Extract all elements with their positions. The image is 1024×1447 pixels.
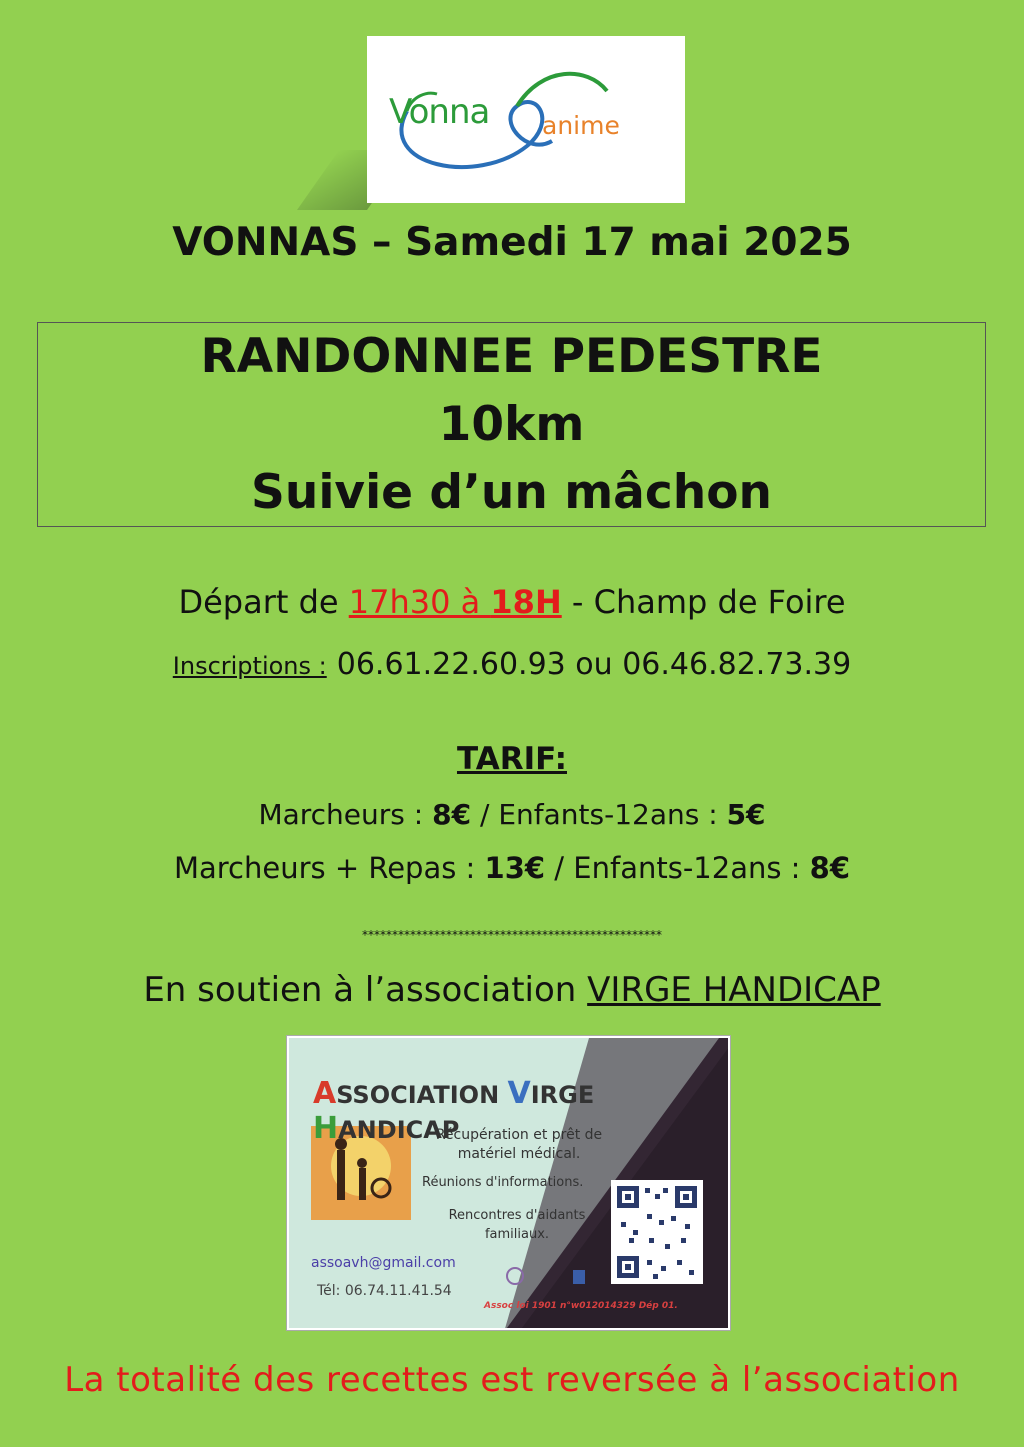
inscriptions-phones: 06.61.22.60.93 ou 06.46.82.73.39 [336, 647, 852, 682]
tarif-title: TARIF: [456, 741, 567, 777]
tarif-price: 13€ [484, 851, 546, 885]
support-association-name: VIRGE HANDICAP [587, 970, 881, 1010]
card-service-loan: Récupération et prêt de matériel médical. [435, 1127, 603, 1162]
departure-time-start: 17h30 à [348, 583, 491, 621]
tarif-row-meal [0, 851, 1024, 885]
tarif-label: / Enfants-12ans : [545, 851, 810, 885]
logo-word-vonna: Vonna [389, 92, 490, 132]
tarif-label: / Enfants-12ans : [471, 798, 727, 831]
tarif-label: Marcheurs : [258, 798, 433, 831]
card-title-letter: H [313, 1111, 339, 1146]
card-service-meetings: Réunions d'informations. [422, 1175, 584, 1190]
departure-line [0, 583, 1024, 621]
support-line [0, 970, 1024, 1010]
separator: ************************************************** [362, 928, 662, 942]
card-title-word: ANDICAP [338, 1116, 460, 1144]
tarif-label: Marcheurs + Repas : [173, 851, 485, 885]
association-card [287, 1036, 730, 1330]
card-title-letter: V [507, 1076, 531, 1111]
inscriptions-label: Inscriptions : [172, 652, 327, 680]
card-legal: Assoc loi 1901 n°w012014329 Dép 01. [484, 1301, 678, 1311]
event-title: RANDONNEE PEDESTRE [200, 329, 823, 384]
card-title-letter: A [313, 1076, 337, 1111]
footer-note: La totalité des recettes est reversée à l’association [64, 1360, 960, 1400]
departure-time [349, 583, 562, 621]
inscriptions-line [0, 647, 1024, 682]
card-title-word: IRGE [530, 1081, 595, 1109]
tarif-row-walkers [0, 798, 1024, 831]
vonnas-anime-logo [367, 36, 685, 203]
tarif-price: 5€ [726, 798, 766, 831]
departure-place: - Champ de Foire [561, 583, 846, 621]
date-title: VONNAS – Samedi 17 mai 2025 [172, 220, 852, 265]
event-box [37, 322, 986, 527]
event-subtitle: Suivie d’un mâchon [251, 465, 772, 520]
tarif-price: 8€ [809, 851, 851, 885]
event-distance: 10km [438, 397, 585, 452]
card-email: assoavh@gmail.com [311, 1255, 456, 1271]
card-title-word: SSOCIATION [336, 1081, 508, 1109]
tarif-price: 8€ [432, 798, 472, 831]
logo-word-anime: anime [542, 111, 620, 140]
departure-prefix: Départ de [178, 583, 349, 621]
card-phone: Tél: 06.74.11.41.54 [317, 1283, 452, 1299]
support-prefix: En soutien à l’association [143, 970, 588, 1010]
card-service-caregivers: Rencontres d'aidants familiaux. [448, 1208, 586, 1242]
departure-time-end: 18H [490, 583, 562, 621]
